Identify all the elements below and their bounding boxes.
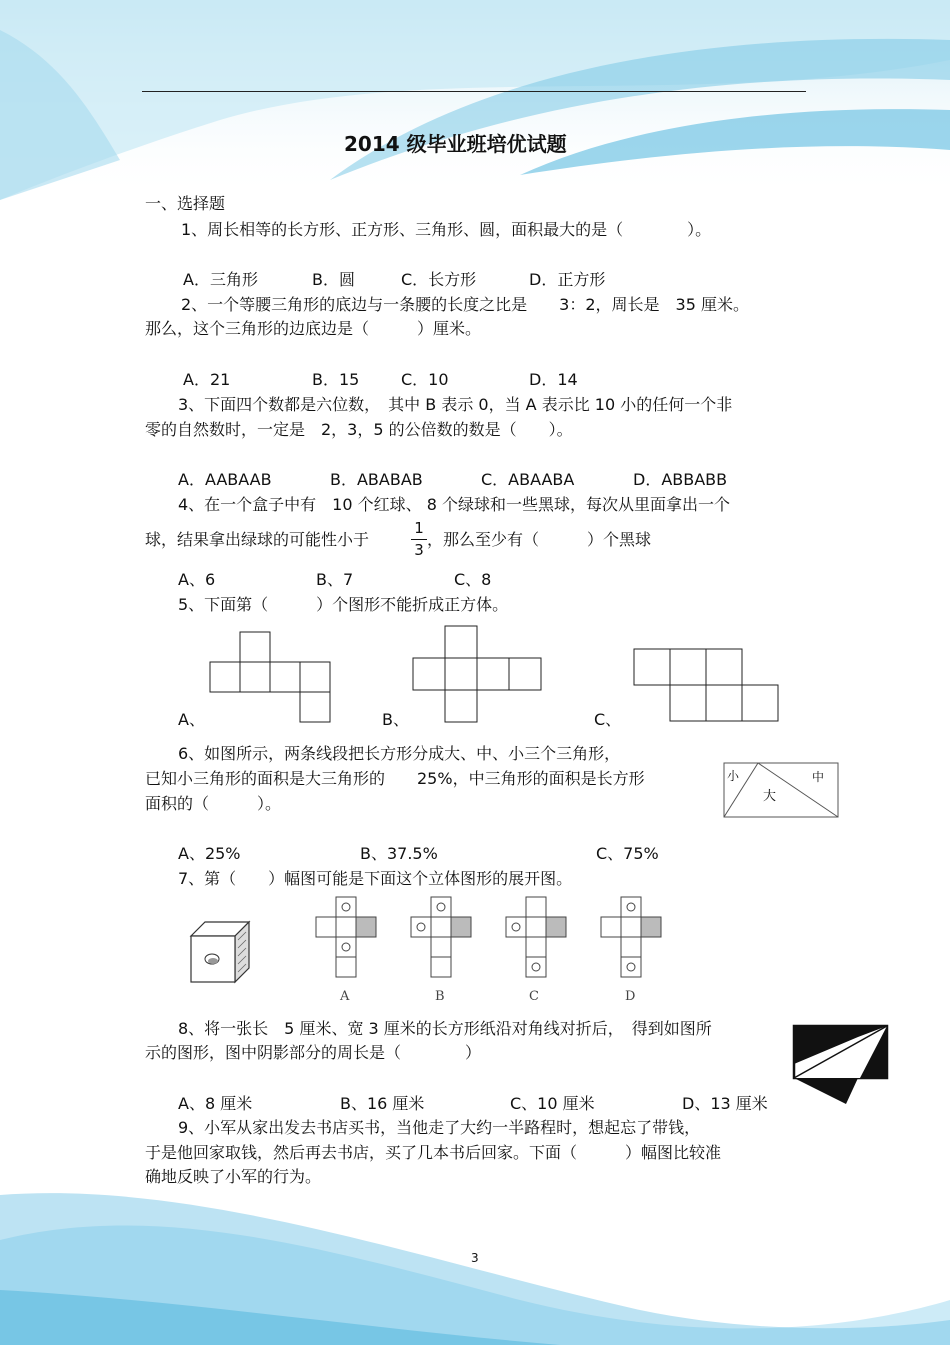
q7-label-a: A [340, 989, 350, 1004]
q5-label-b: B、 [382, 710, 409, 729]
q3-line2: 零的自然数时，一定是 2，3，5 的公倍数的数是（ ）。 [145, 420, 573, 439]
page-title: 2014 级毕业班培优试题 [344, 132, 567, 156]
q1-option-c: C．长方形 [401, 270, 477, 289]
q8-folded-rectangle-figure [788, 1020, 892, 1108]
q5-net-b [408, 622, 548, 726]
q3-option-c: C．ABAABA [481, 470, 575, 489]
q1-option-a: A．三角形 [183, 270, 258, 289]
q2-line2: 那么，这个三角形的边底边是（ ）厘米。 [145, 319, 482, 338]
q8-line1: 8、将一张长 5 厘米、宽 3 厘米的长方形纸沿对角线对折后， 得到如图所 [178, 1019, 712, 1038]
section-title: 一、选择题 [145, 194, 226, 213]
q5-net-c [630, 645, 782, 727]
q7-net-d [595, 893, 665, 985]
q4-option-c: C、8 [454, 570, 492, 589]
q6-line3: 面积的（ ）。 [145, 794, 282, 813]
q3-option-b: B．ABABAB [330, 470, 423, 489]
q3-line1: 3、下面四个数都是六位数， 其中 B 表示 0，当 A 表示比 10 小的任何一个非 [178, 395, 733, 414]
q2-option-c: C．10 [401, 370, 449, 389]
q2-option-d: D．14 [529, 370, 578, 389]
q9-line2: 于是他回家取钱，然后再去书店，买了几本书后回家。下面（ ）幅图比较准 [145, 1143, 722, 1162]
q6-option-c: C、75% [596, 844, 659, 863]
q4-line2-end: ，那么至少有（ ）个黑球 [427, 530, 652, 549]
q4-fraction-numerator: 1 [414, 519, 424, 537]
q7-label-d: D [625, 989, 636, 1004]
q6-figure-label-mid: 中 [812, 770, 825, 784]
q8-option-b: B、16 厘米 [340, 1094, 425, 1113]
q2-option-a: A．21 [183, 370, 231, 389]
q7-stem: 7、第（ ）幅图可能是下面这个立体图形的展开图。 [178, 869, 573, 888]
q3-option-a: A．AABAAB [178, 470, 272, 489]
q7-label-c: C [529, 989, 539, 1004]
q6-line2: 已知小三角形的面积是大三角形的 25%，中三角形的面积是长方形 [145, 769, 645, 788]
q1-stem: 1、周长相等的长方形、正方形、三角形、圆，面积最大的是（ ）。 [181, 220, 712, 239]
q7-cube-figure [185, 918, 255, 988]
q2-line1: 2、一个等腰三角形的底边与一条腰的长度之比是 3：2，周长是 35 厘米。 [181, 295, 749, 314]
q3-option-d: D．ABBABB [633, 470, 728, 489]
q1-option-d: D．正方形 [529, 270, 606, 289]
q9-line1: 9、小军从家出发去书店买书，当他走了大约一半路程时，想起忘了带钱， [178, 1118, 701, 1137]
q5-label-a: A、 [178, 710, 205, 729]
header-rule [142, 91, 806, 92]
q4-option-a: A、6 [178, 570, 216, 589]
q5-net-a [205, 628, 335, 726]
q8-line2: 示的图形，图中阴影部分的周长是（ ） [145, 1043, 482, 1062]
q6-figure-label-big: 大 [763, 789, 777, 804]
q9-line3: 确地反映了小军的行为。 [145, 1167, 322, 1186]
q2-option-b: B．15 [312, 370, 360, 389]
q7-net-c [500, 893, 570, 985]
q7-net-a [310, 893, 380, 985]
q4-line2-start: 球，结果拿出绿球的可能性小于 [145, 530, 370, 549]
q4-fraction-denominator: 3 [414, 541, 424, 559]
q5-label-c: C、 [594, 710, 622, 729]
q7-label-b: B [435, 989, 445, 1004]
q6-option-b: B、37.5% [360, 844, 438, 863]
q6-figure-label-small: 小 [727, 769, 740, 783]
q4-option-b: B、7 [316, 570, 354, 589]
q6-line1: 6、如图所示，两条线段把长方形分成大、中、小三个三角形， [178, 744, 621, 763]
q7-net-b [405, 893, 475, 985]
q8-option-c: C、10 厘米 [510, 1094, 595, 1113]
q8-option-a: A、8 厘米 [178, 1094, 253, 1113]
q4-fraction [411, 521, 427, 558]
page-number: 3 [471, 1251, 479, 1265]
q5-stem: 5、下面第（ ）个图形不能折成正方体。 [178, 595, 509, 614]
q1-option-b: B．圆 [312, 270, 355, 289]
q6-rectangle-figure [720, 758, 842, 824]
q6-option-a: A、25% [178, 844, 241, 863]
q4-line1: 4、在一个盒子中有 10 个红球、 8 个绿球和一些黑球，每次从里面拿出一个 [178, 495, 730, 514]
q8-option-d: D、13 厘米 [682, 1094, 768, 1113]
